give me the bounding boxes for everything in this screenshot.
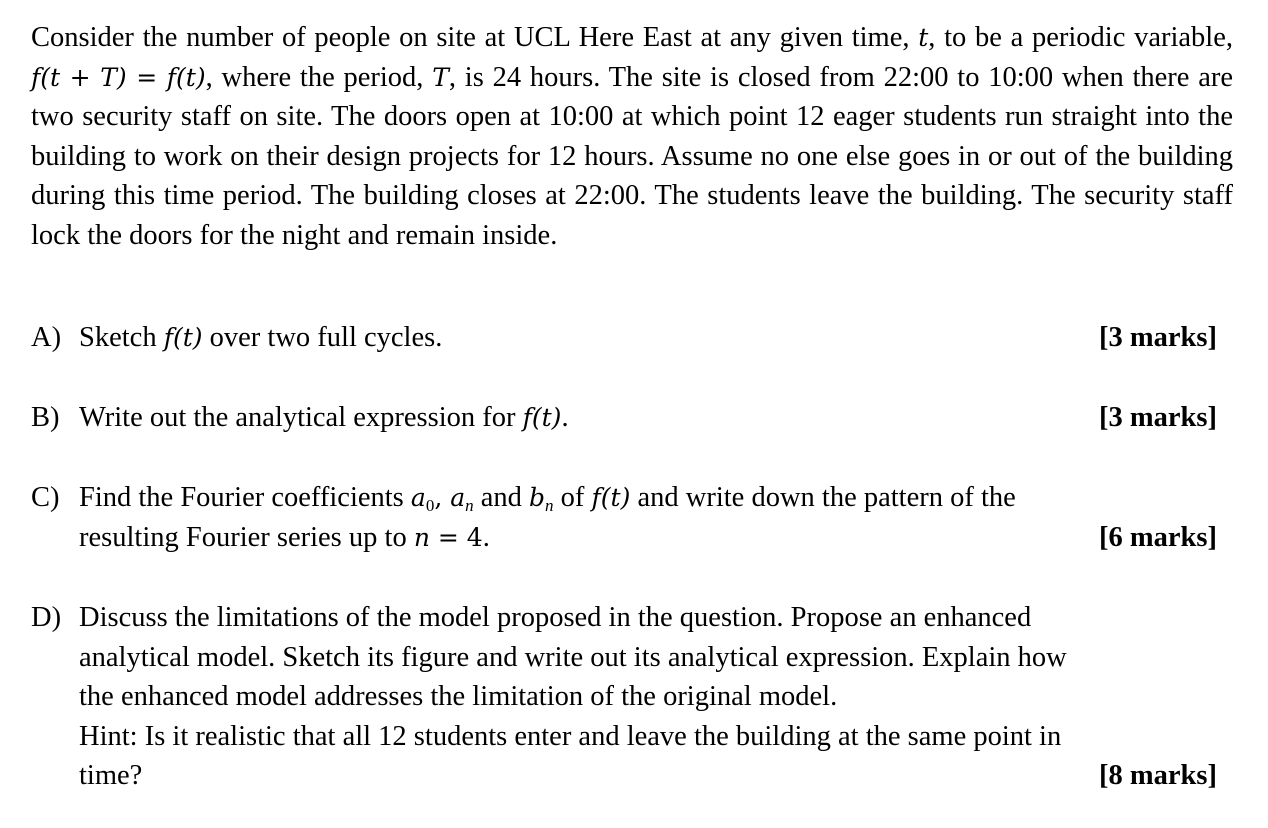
- part-c-math-f: f(t): [591, 483, 631, 512]
- part-d-line5: time?: [79, 760, 143, 792]
- part-b-marks: [3 marks]: [1099, 402, 1217, 433]
- part-a-text-post: over two full cycles.: [202, 322, 443, 353]
- part-c-line2-post: .: [482, 521, 490, 553]
- question-page: [31, 18, 1233, 792]
- part-b-letter: B): [31, 402, 60, 433]
- part-c-marks: [6 marks]: [1099, 521, 1217, 553]
- part-c-sep: ,: [434, 483, 451, 512]
- part-b: [31, 398, 1217, 438]
- part-c-of: of: [553, 482, 592, 513]
- part-d-letter: D): [31, 602, 62, 633]
- part-d-marks: [8 marks]: [1099, 760, 1217, 792]
- math-periodic-equation: f(t + T) = f(t): [31, 62, 206, 92]
- math-n-value: = 4: [429, 522, 483, 552]
- part-d-line2: analytical model. Sketch its figure and write out its analytical expression. Explain how: [79, 641, 1067, 673]
- intro-text-2: , to be a periodic variable,: [928, 22, 1233, 53]
- math-t: t: [918, 23, 929, 52]
- intro-text-1: Consider the number of people on site at UCL Here East at any given time,: [31, 22, 919, 53]
- part-d-line3: the enhanced model addresses the limitation of the original model.: [79, 681, 838, 713]
- math-n: n: [413, 522, 430, 552]
- part-c-line2-pre: resulting Fourier series up to: [79, 521, 414, 553]
- part-c: [31, 478, 1217, 557]
- part-d: [31, 598, 1217, 796]
- part-c-line1-pre: Find the Fourier coefficients: [79, 482, 411, 513]
- math-bn: b: [529, 483, 546, 512]
- math-an: a: [450, 483, 466, 512]
- part-a-text-pre: Sketch: [79, 322, 164, 353]
- part-a-marks: [3 marks]: [1099, 322, 1217, 353]
- part-a-letter: A): [31, 322, 62, 353]
- math-an-subscript: n: [465, 496, 474, 515]
- part-c-letter: C): [31, 482, 60, 513]
- part-c-line1-post: and write down the pattern of the: [630, 482, 1016, 513]
- part-a: [31, 318, 1217, 358]
- intro-text-4: , is 24 hours. The site is closed from 22:00 to 10:00 when there are two security staff on site. The doors open at 10:00 at which point 12 eager students run straight into the building to work on their design projects for 12 hours. Assume no one else goes in or out of the building during this time period. The building closes at 22:00. The students leave the building. The security staff lock the doors for the night and remain inside.: [31, 61, 1233, 251]
- part-d-hint: Hint: Is it realistic that all 12 students enter and leave the building at the same point in: [79, 720, 1062, 752]
- part-b-text-pre: Write out the analytical expression for: [79, 402, 523, 433]
- math-bn-subscript: n: [545, 496, 554, 515]
- math-a0: a: [410, 483, 426, 512]
- intro-text-3: , where the period,: [205, 61, 433, 93]
- part-b-math: f(t): [522, 403, 562, 432]
- question-intro: [31, 18, 1233, 256]
- part-c-and: and: [473, 482, 530, 513]
- part-b-text-post: .: [561, 402, 569, 433]
- part-a-math: f(t): [163, 323, 203, 352]
- math-period-T: T: [432, 62, 449, 92]
- math-a0-subscript: 0: [425, 496, 435, 515]
- part-d-line1: Discuss the limitations of the model proposed in the question. Propose an enhanced: [79, 602, 1032, 633]
